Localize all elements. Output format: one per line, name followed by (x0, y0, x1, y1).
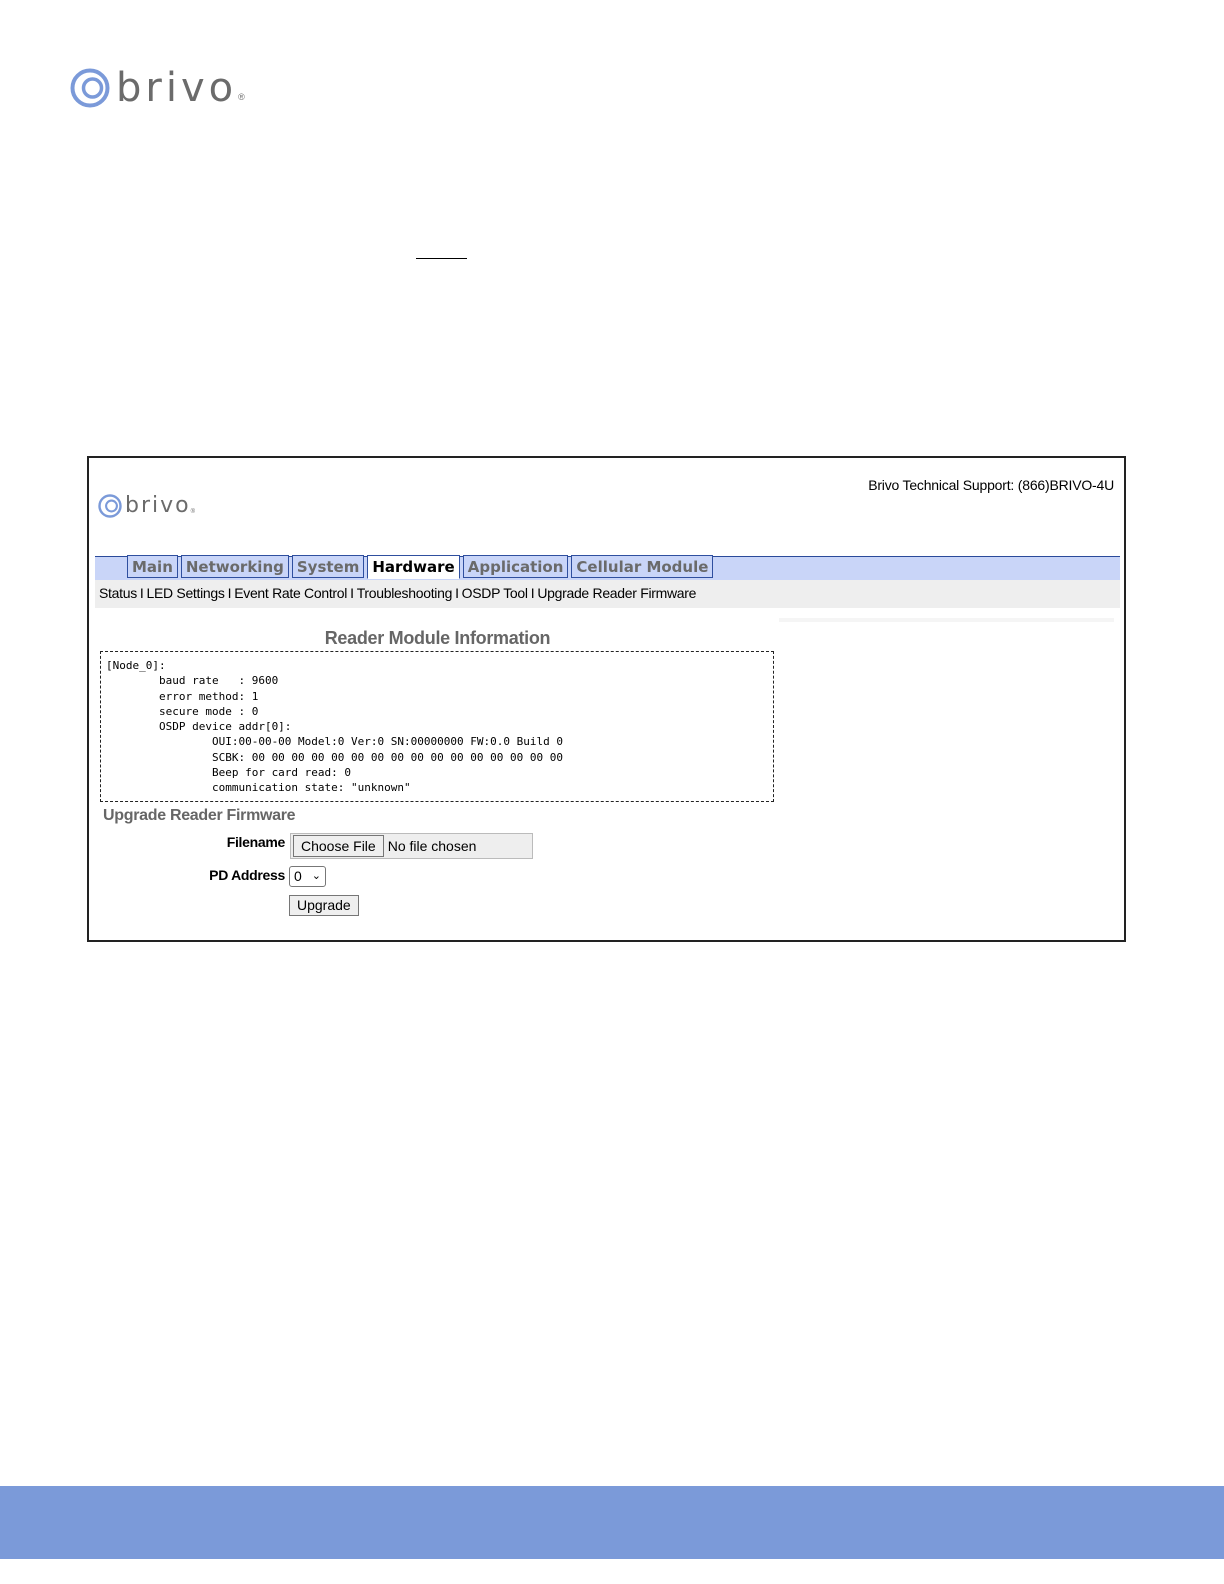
brivo-ring-icon (70, 68, 110, 108)
embedded-screenshot (87, 456, 1126, 942)
tab-system[interactable]: System (292, 555, 364, 578)
pd-address-select[interactable] (289, 866, 326, 887)
tab-hardware[interactable]: Hardware (367, 555, 459, 579)
file-input[interactable] (290, 833, 533, 859)
registered-mark: ® (190, 509, 196, 515)
subnav-upgrade-reader-firmware[interactable]: Upgrade Reader Firmware (537, 585, 697, 601)
subnav-status[interactable]: Status (99, 585, 137, 601)
subnav-separator: I (227, 585, 232, 601)
pd-address-label: PD Address (209, 867, 285, 883)
subnav-led-settings[interactable]: LED Settings (146, 585, 225, 601)
chevron-down-icon: ⌄ (311, 870, 321, 882)
logo-text: brivo (116, 65, 238, 111)
choose-file-button[interactable]: Choose File (293, 835, 384, 857)
divider (779, 618, 1114, 622)
tab-main[interactable]: Main (127, 555, 178, 578)
pd-address-value: 0 (294, 868, 302, 884)
tab-networking[interactable]: Networking (181, 555, 289, 578)
subnav-separator: I (455, 585, 459, 601)
tab-application[interactable]: Application (463, 555, 569, 578)
tab-bar (95, 556, 1120, 580)
subnav-troubleshooting[interactable]: Troubleshooting (356, 585, 453, 601)
file-status: No file chosen (387, 838, 477, 854)
subnav-separator: I (530, 585, 535, 601)
reader-info-text: [Node_0]: baud rate : 9600 error method: 1 secure mode : 0 OSDP device addr[0]: OUI:00-00-00 Model:0 Ver:0 SN:00000000 FW:0.0 Build 0 SCBK: 00 00 00 00 00 00 00 00 00 00 00 00 00 00 00 00 Beep for card read: 0 communication state: "unknown" (106, 659, 563, 795)
section-title: Reader Module Information (324, 628, 551, 648)
screenshot-logo (98, 494, 195, 518)
footer-band (0, 1486, 1224, 1559)
registered-mark: ® (238, 92, 245, 102)
upgrade-button[interactable]: Upgrade (289, 895, 359, 916)
subnav-separator: I (139, 585, 144, 601)
logo-text: brivo (125, 493, 191, 518)
support-text: Brivo Technical Support: (866)BRIVO-4U (868, 477, 1114, 493)
tab-cellular-module[interactable]: Cellular Module (571, 555, 713, 578)
sub-nav-items (95, 580, 1120, 606)
sub-navigation (95, 580, 1120, 608)
subnav-separator: I (350, 585, 354, 601)
subnav-event-rate-control[interactable]: Event Rate Control (234, 585, 348, 601)
upgrade-section-title: Upgrade Reader Firmware (103, 807, 296, 824)
tab-list (127, 555, 713, 579)
document-rule (416, 258, 467, 259)
subnav-osdp-tool[interactable]: OSDP Tool (461, 585, 528, 601)
brivo-ring-icon (98, 494, 122, 518)
brivo-logo (70, 65, 245, 111)
filename-label: Filename (226, 834, 285, 850)
reader-info-box (100, 651, 774, 802)
